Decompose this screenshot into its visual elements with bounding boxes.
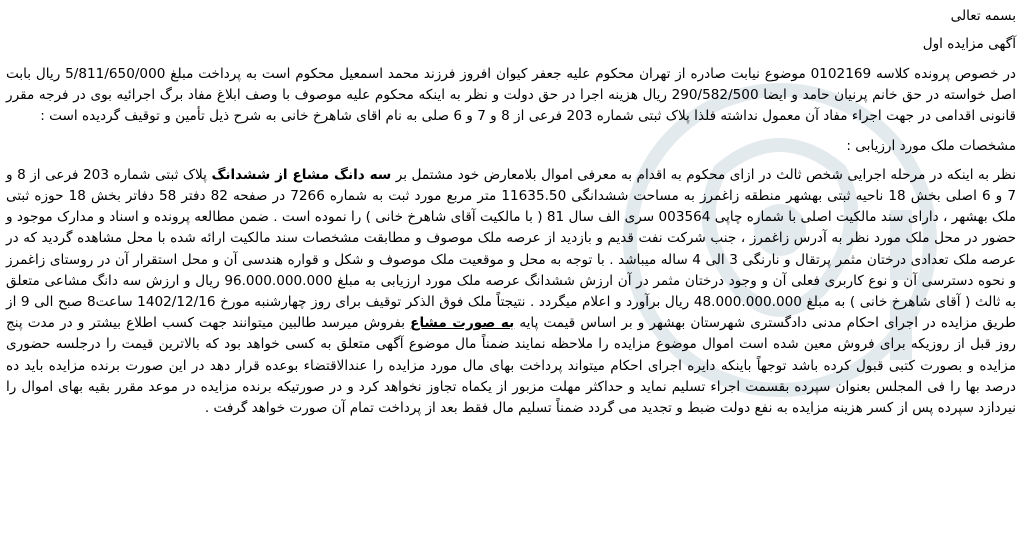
specs-text-1: نظر به اینکه در مرحله اجرایی شخص ثالث در ازای محکوم به اقدام به معرفی اموال بلامعارض خود مشتمل بر [391, 166, 1016, 183]
invocation: بسمه تعالی [950, 8, 1016, 24]
notice-title: آگهی مزایده اول [922, 36, 1016, 52]
specs-text-2: پلاک ثبتی شماره 203 فرعی از 8 و 7 و 6 اصلی بخش 18 ناحیه ثبتی بهشهر منطقه زاغمرز به مساحت ششدانگی 11635.50 متر مربع مورد ثبت به شماره 7266 در صفحه 82 دفتر 58 دفاتر بخش 18 حوزه ثبتی ملک بهشهر ، دارای سند مالکیت اصلی با شماره چاپی 003564 سری الف سال 81 ( با مالکیت آقای شاهرخ خانی ) را نموده است . ضمن مطالعه پرونده و اسناد و مدارک موجود و حضور در محل ملک مورد نظر به آدرس زاغمرز ، جنب شرکت نفت قدیم و بازدید از عرصه ملک موصوف و مطابقت مشخصات سند مالکیت ارائه شده با محل مشاهده گردید که در عرصه ملک تعدادی درختان مثمر پرتقال و نارنگی 3 الی 4 ساله میباشد . با توجه به محل و موقعیت ملک موصوف و شکل و قواره هندسی آن و محل استقرار آن در روستای زاغمرز و نحوه دسترسی آن و نوع کاربری فعلی آن و وجود درختان مثمر در آن ارزش ششدانگ عرصه ملک مورد ارزیابی به مبلغ 96.000.000.000 ریال و ارزش سه دانگ مشاعی متعلق به ثالث ( آقای شاهرخ خانی ) به مبلغ 48.000.000.000 ریال برآورد و اعلام میگردد . نتیجتاً ملک فوق الذکر توقیف برای روز چهارشنبه مورخ 1402/12/16 ساعت8 صبح الی 9 از طریق مزایده در اجرای احکام مدنی دادگستری شهرستان بهشهر و بر اساس قیمت پایه [6, 166, 1017, 332]
share-description: سه دانگ مشاع از ششدانگ [211, 166, 392, 183]
specs-heading: مشخصات ملک مورد ارزیابی : [846, 137, 1016, 154]
auction-notice [6, 4, 1016, 419]
specs-paragraph [6, 165, 1016, 419]
specs-text-3: بفروش میرسد طالبین میتوانند جهت کسب اطلاع بیشتر و در مدت پنج روز قبل از روزیکه برای فروش معین شده است اموال موضوع مزایده را ملاحظه نمایند ضمناً مال موضوع آگهی متعلق به کسی خواهد بود که بالاترین قیمت را درجلسه حضوری مزایده و بصورت کتبی قبول کرده باشد توجهاً باینکه دایره اجرای احکام میتواند پرداخت بهای مال مورد مزایده را عندالاقتضاء بوعده قرار دهد در این صورت برنده مزایده باید ده درصد بها را فی المجلس بعنوان سپرده بقسمت اجراء تسلیم نماید و حداکثر مهلت مزبور از یکماه تجاوز نخواهد کرد و در صورتیکه برنده مزایده در موعد مقرر بقیه بهای اموال را نیردازد سپرده پس از کسر هزینه مزایده به نفع دولت ضبط و تجدید می گردد ضمناً تسلیم مال فقط بعد از پرداخت تمام آن صورت خواهد گرفت . [6, 315, 1016, 417]
intro-paragraph: در خصوص پرونده کلاسه 0102169 موضوع نیابت صادره از تهران محکوم علیه جعفر کیوان افروز فرزند محمد اسمعیل محکوم است به پرداخت مبلغ 5/811/650/000 ریال بابت اصل خواسته در حق خانم پرنیان حامد و ایضا 290/582/500 ریال هزینه اجرا در حق دولت و نظر به اینکه محکوم علیه موصوف با وصف ابلاغ مفاد برگ اجرائیه بوی در فرجه مقرر قانونی اقدامی در جهت اجراء مفاد آن معمول نداشته فلذا پلاک ثبتی شماره 203 فرعی از 8 و 7 و 6 صلی به نام اقای شاهرخ خانی به شرح ذیل تأمین و توقیف گردیده است : [6, 66, 1016, 125]
shared-basis-note: به صورت مشاع [410, 315, 515, 332]
